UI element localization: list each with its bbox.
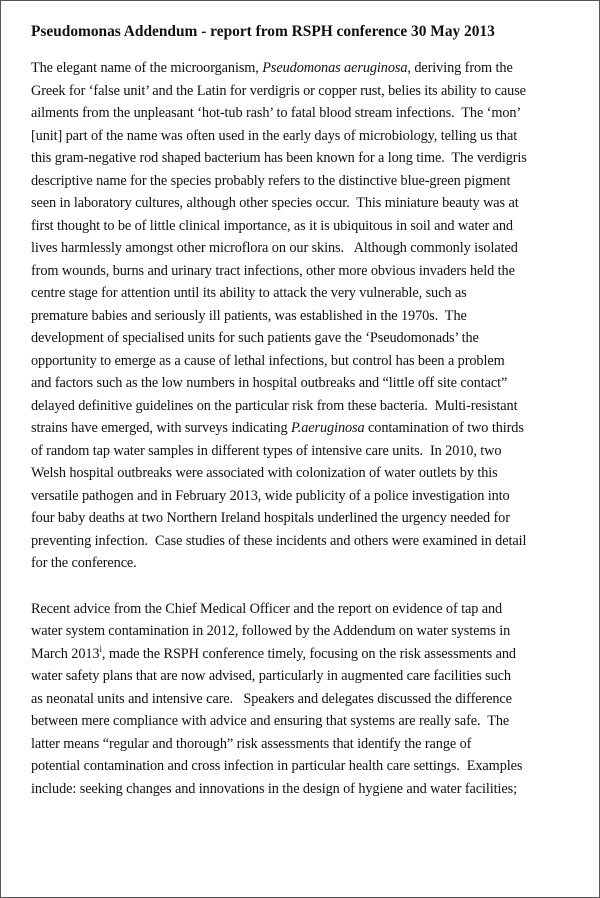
text-run: March 2013 [31,645,100,662]
text-run: for the conference. [31,555,137,571]
text-run: development of specialised units for such patients gave the ‘Pseudomonads’ the [31,330,479,346]
text-run: latter means “regular and thorough” risk assessments that identify the range of [31,735,472,752]
text-line [31,80,576,103]
text-line [31,350,576,373]
footnote-marker: i [99,643,102,654]
text-run: strains have emerged, with surveys indicating [31,420,291,436]
text-line [31,778,576,801]
text-line [31,462,576,485]
text-run: contamination of two thirds [364,420,524,436]
text-line [31,485,576,508]
text-run: Greek for ‘false unit’ and the Latin for verdigris or copper rust, belies its ability to cause [31,82,526,99]
text-line [31,620,576,643]
text-line [31,237,576,260]
body-paragraph-1 [31,57,576,575]
text-run: potential contamination and cross infection in particular health care settings. Examples [31,758,523,774]
text-run: versatile pathogen and in February 2013, wide publicity of a police investigation into [31,487,510,504]
body-paragraph-2 [31,598,576,801]
text-run: as neonatal units and intensive care. Speakers and delegates discussed the difference [31,690,512,707]
text-run: opportunity to emerge as a cause of lethal infections, but control has been a problem [31,352,505,369]
text-line [31,102,576,125]
text-run: , deriving from the [407,60,513,76]
text-run: this gram-negative rod shaped bacterium has been known for a long time. The verdigris [31,150,527,166]
paragraph-gap [31,575,576,598]
italic-species-name: P.aeruginosa [290,420,365,436]
text-run: between mere compliance with advice and ensuring that systems are really safe. The [31,713,510,729]
text-run: The elegant name of the microorganism, [31,60,263,76]
text-line [31,327,576,350]
text-line [31,215,576,238]
text-run: , made the RSPH conference timely, focusing on the risk assessments and [101,645,516,662]
text-line [31,733,576,756]
page-title: Pseudomonas Addendum - report from RSPH conference 30 May 2013 [31,23,495,40]
text-run: and factors such as the low numbers in hospital outbreaks and “little off site contact” [31,375,508,391]
text-run: premature babies and seriously ill patients, was established in the 1970s. The [31,307,467,324]
text-run: delayed definitive guidelines on the particular risk from these bacteria. Multi-resistant [31,397,518,414]
text-run: centre stage for attention until its ability to attack the very vulnerable, such as [31,285,467,301]
text-line [31,688,576,711]
text-line [31,507,576,530]
text-line [31,598,576,621]
text-line [31,710,576,733]
document-content [31,21,576,800]
text-line [31,147,576,170]
text-line [31,440,576,463]
text-line [31,125,576,148]
text-line [31,192,576,215]
text-line [31,643,576,666]
text-line [31,305,576,328]
text-line [31,170,576,193]
text-line [31,755,576,778]
text-run: water system contamination in 2012, followed by the Addendum on water systems in [31,623,511,639]
text-run: [unit] part of the name was often used in the early days of microbiology, telling us that [31,127,518,144]
text-line [31,530,576,553]
text-run: ailments from the unpleasant ‘hot-tub rash’ to fatal blood stream infections. The ‘mon’ [31,105,522,121]
text-run: lives harmlessly amongst other microflora on our skins. Although commonly isolated [31,240,518,256]
text-line [31,552,576,575]
text-run: preventing infection. Case studies of these incidents and others were examined in detail [31,532,527,549]
text-line [31,282,576,305]
text-run: include: seeking changes and innovations in the design of hygiene and water facilities; [31,780,517,797]
text-line [31,395,576,418]
text-run: water safety plans that are now advised, particularly in augmented care facilities such [31,668,511,684]
text-line [31,417,576,440]
text-line [31,665,576,688]
text-run: Recent advice from the Chief Medical Officer and the report on evidence of tap and [31,600,503,617]
text-run: first thought to be of little clinical importance, as it is ubiquitous in soil and water and [31,217,513,234]
text-line [31,372,576,395]
text-run: seen in laboratory cultures, although other species occur. This miniature beauty was at [31,195,519,211]
text-run: of random tap water samples in different types of intensive care units. In 2010, two [31,442,502,459]
text-line [31,57,576,80]
italic-species-name: Pseudomonas aeruginosa [262,60,408,76]
text-run: four baby deaths at two Northern Ireland hospitals underlined the urgency needed for [31,510,510,526]
text-line [31,260,576,283]
text-run: Welsh hospital outbreaks were associated with colonization of water outlets by this [31,465,498,481]
text-run: from wounds, burns and urinary tract infections, other more obvious invaders held the [31,262,515,279]
text-run: descriptive name for the species probably refers to the distinctive blue-green pigment [31,172,511,189]
